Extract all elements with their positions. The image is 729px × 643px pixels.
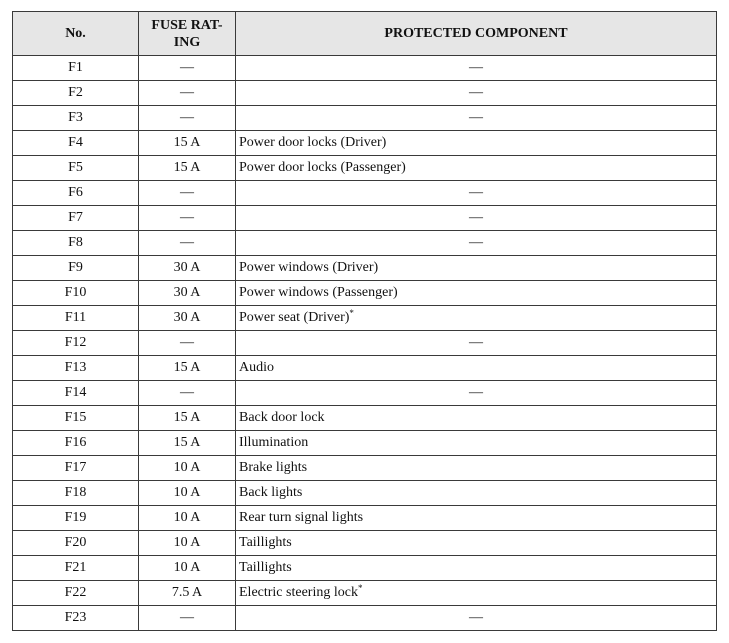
fuse-rating-cell: — [139,181,236,206]
fuse-number-cell: F21 [13,556,139,581]
fuse-rating-cell: — [139,81,236,106]
protected-component-cell [236,431,717,456]
protected-component-cell [236,56,717,81]
protected-component-cell [236,306,717,331]
component-text: — [469,335,483,350]
fuse-rating-cell: 10 A [139,506,236,531]
component-text: Audio [239,360,274,375]
header-fuse-rating-line1: FUSE RAT- [151,18,223,33]
header-row [13,12,717,56]
fuse-number-cell: F4 [13,131,139,156]
fuse-table-container [12,11,717,631]
protected-component-cell [236,181,717,206]
fuse-number-cell: F23 [13,606,139,631]
protected-component-cell [236,81,717,106]
fuse-rating-cell: 15 A [139,156,236,181]
component-text: Electric steering lock [239,585,358,600]
component-text: — [469,85,483,100]
protected-component-cell [236,331,717,356]
fuse-number-cell: F15 [13,406,139,431]
protected-component-cell [236,256,717,281]
fuse-number-cell: F12 [13,331,139,356]
table-row [13,506,717,531]
fuse-rating-cell: — [139,606,236,631]
fuse-rating-cell: — [139,106,236,131]
component-text: Rear turn signal lights [239,510,364,525]
table-row [13,56,717,81]
fuse-number-cell: F9 [13,256,139,281]
table-row [13,106,717,131]
component-text: — [469,60,483,75]
fuse-rating-cell: 10 A [139,456,236,481]
protected-component-cell [236,131,717,156]
fuse-number-cell: F16 [13,431,139,456]
table-row [13,131,717,156]
table-row [13,331,717,356]
component-text: Power windows (Driver) [239,260,379,275]
component-text: — [469,610,483,625]
protected-component-cell [236,106,717,131]
fuse-rating-cell: 15 A [139,131,236,156]
fuse-rating-cell: 15 A [139,406,236,431]
component-text: Power windows (Passenger) [239,285,398,300]
fuse-number-cell: F7 [13,206,139,231]
component-text: Brake lights [239,460,308,475]
table-row [13,556,717,581]
protected-component-cell [236,456,717,481]
header-protected-component: PROTECTED COMPONENT [236,12,717,56]
component-text: — [469,385,483,400]
fuse-rating-cell: 30 A [139,281,236,306]
table-row [13,281,717,306]
fuse-table [12,11,717,631]
fuse-number-cell: F17 [13,456,139,481]
header-fuse-rating [139,12,236,56]
fuse-table-body [13,56,717,631]
component-text: Back door lock [239,410,325,425]
protected-component-cell [236,156,717,181]
protected-component-cell [236,381,717,406]
component-text: Power seat (Driver) [239,310,350,325]
fuse-rating-cell: 10 A [139,556,236,581]
header-fuse-rating-line2: ING [173,35,201,50]
fuse-table-header [13,12,717,56]
component-text: — [469,210,483,225]
fuse-number-cell: F6 [13,181,139,206]
fuse-rating-cell: — [139,381,236,406]
fuse-rating-cell: — [139,56,236,81]
protected-component-cell [236,556,717,581]
fuse-rating-cell: — [139,206,236,231]
fuse-number-cell: F3 [13,106,139,131]
fuse-number-cell: F5 [13,156,139,181]
component-text: Illumination [239,435,309,450]
protected-component-cell [236,606,717,631]
table-row [13,531,717,556]
table-row [13,231,717,256]
footnote-marker: * [357,583,363,594]
table-row [13,456,717,481]
table-row [13,256,717,281]
fuse-rating-cell: 10 A [139,531,236,556]
table-row [13,606,717,631]
header-no: No. [13,12,139,56]
component-text: — [469,110,483,125]
fuse-rating-cell: 15 A [139,431,236,456]
component-text: Power door locks (Passenger) [239,160,406,175]
table-row [13,581,717,606]
table-row [13,206,717,231]
table-row [13,306,717,331]
protected-component-cell [236,481,717,506]
table-row [13,406,717,431]
fuse-number-cell: F22 [13,581,139,606]
fuse-number-cell: F14 [13,381,139,406]
fuse-number-cell: F20 [13,531,139,556]
fuse-rating-cell: 30 A [139,306,236,331]
protected-component-cell [236,281,717,306]
fuse-rating-cell: — [139,331,236,356]
table-row [13,156,717,181]
component-text: — [469,235,483,250]
fuse-number-cell: F18 [13,481,139,506]
table-row [13,431,717,456]
protected-component-cell [236,581,717,606]
protected-component-cell [236,231,717,256]
fuse-rating-cell: 10 A [139,481,236,506]
fuse-number-cell: F13 [13,356,139,381]
protected-component-cell [236,406,717,431]
table-row [13,381,717,406]
fuse-rating-cell: 30 A [139,256,236,281]
table-row [13,481,717,506]
fuse-rating-cell: 7.5 A [139,581,236,606]
fuse-number-cell: F10 [13,281,139,306]
component-text: Back lights [239,485,303,500]
protected-component-cell [236,206,717,231]
fuse-number-cell: F11 [13,306,139,331]
table-row [13,356,717,381]
protected-component-cell [236,531,717,556]
protected-component-cell [236,356,717,381]
footnote-marker: * [349,308,354,319]
table-row [13,81,717,106]
fuse-rating-cell: — [139,231,236,256]
component-text: Taillights [239,535,292,550]
fuse-number-cell: F8 [13,231,139,256]
fuse-number-cell: F19 [13,506,139,531]
component-text: Taillights [239,560,292,575]
fuse-rating-cell: 15 A [139,356,236,381]
component-text: Power door locks (Driver) [239,135,387,150]
fuse-number-cell: F1 [13,56,139,81]
table-row [13,181,717,206]
protected-component-cell [236,506,717,531]
fuse-number-cell: F2 [13,81,139,106]
component-text: — [469,185,483,200]
